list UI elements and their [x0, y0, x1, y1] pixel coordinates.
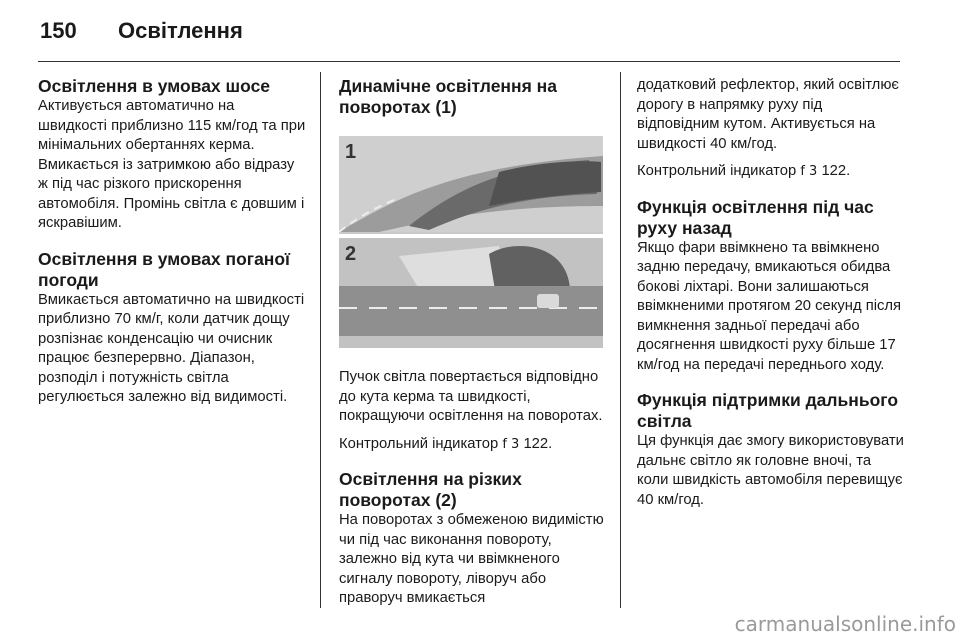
- page-ref-arrow-icon: 3: [511, 436, 520, 452]
- section-title-high-beam-assist: Функція підтримки дальнього світла: [637, 390, 899, 431]
- headlight-indicator-icon: f: [800, 164, 805, 179]
- figure-label-2: 2: [345, 243, 357, 265]
- section-text-reverse-lighting: Якщо фари ввімкнено та ввімкнено задню передачу, вмикаються обидва бокові ліхтарі. Вони залишаються ввімкненими протягом 20 секунд після вимкнення задньої передачі або досягнення швидкості руху більше 17 км/год на передачі переднього ходу.: [637, 239, 902, 373]
- headlight-indicator-icon: f: [502, 436, 507, 452]
- section-title-dynamic-cornering: Динамічне освітлення на поворотах (1): [339, 76, 557, 117]
- indicator-ref-text: Контрольний індикатор: [637, 163, 797, 179]
- section-text-continued: додатковий рефлектор, який освітлює дорогу в напрямку руху під відповідним кутом. Активується на швидкості 40 км/год.: [637, 77, 899, 152]
- watermark: carmanualsonline.info: [734, 612, 956, 636]
- section-title-sharp-cornering: Освітлення на різких поворотах (2): [339, 469, 522, 510]
- section-text-bad-weather: Вмикається автоматично на швидкості приблизно 70 км/г, коли датчик дощу розпізнає конденсацію чи очисник працює безперервно. Діапазон, розподіл і потужність світла регулюється залежно від видимості.: [38, 291, 305, 405]
- column-divider-1: [320, 72, 321, 608]
- section-text-sharp-cornering: На поворотах з обмеженою видимістю чи під час виконання повороту, залежно від кута чи ввімкненого сигналу повороту, ліворуч або праворуч вмикається: [339, 512, 604, 606]
- page-title: Освітлення: [118, 18, 243, 43]
- indicator-ref-page: 122.: [821, 163, 851, 179]
- header-rule: [38, 61, 900, 62]
- cornering-illustration: [339, 136, 603, 348]
- column-1: [38, 76, 306, 408]
- section-text-dynamic-cornering: Пучок світла повертається відповідно до кута керма та швидкості, покращуючи освітлення на поворотах.: [339, 369, 603, 424]
- indicator-ref-page: 122.: [523, 435, 553, 452]
- column-2: [339, 76, 607, 609]
- indicator-reference-2: [637, 162, 905, 182]
- page-header: [40, 18, 243, 44]
- column-3: [637, 76, 905, 510]
- section-text-highway-lighting: Активується автоматично на швидкості приблизно 115 км/год та при мінімальних обертаннях керма. Вмикається із затримкою або відразу ж під час різкого прискорення автомобіля. Промінь світла є довшим і яскравішим.: [38, 98, 306, 231]
- indicator-ref-text: Контрольний індикатор: [339, 435, 499, 452]
- section-title-bad-weather: Освітлення в умовах поганої погоди: [38, 248, 290, 290]
- page-number: 150: [40, 18, 77, 43]
- section-title-reverse-lighting: Функція освітлення під час руху назад: [637, 196, 874, 238]
- section-text-high-beam-assist: Ця функція дає змогу використовувати дальнє світло як головне вночі, та коли швидкість автомобіля перевищує 40 км/год.: [637, 433, 904, 508]
- column-divider-2: [620, 72, 621, 608]
- cornering-diagram: [339, 136, 603, 348]
- page-ref-arrow-icon: 3: [809, 164, 818, 179]
- indicator-reference-1: [339, 435, 607, 455]
- section-title-highway-lighting: Освітлення в умовах шосе: [38, 76, 271, 96]
- figure-label-1: 1: [345, 141, 357, 163]
